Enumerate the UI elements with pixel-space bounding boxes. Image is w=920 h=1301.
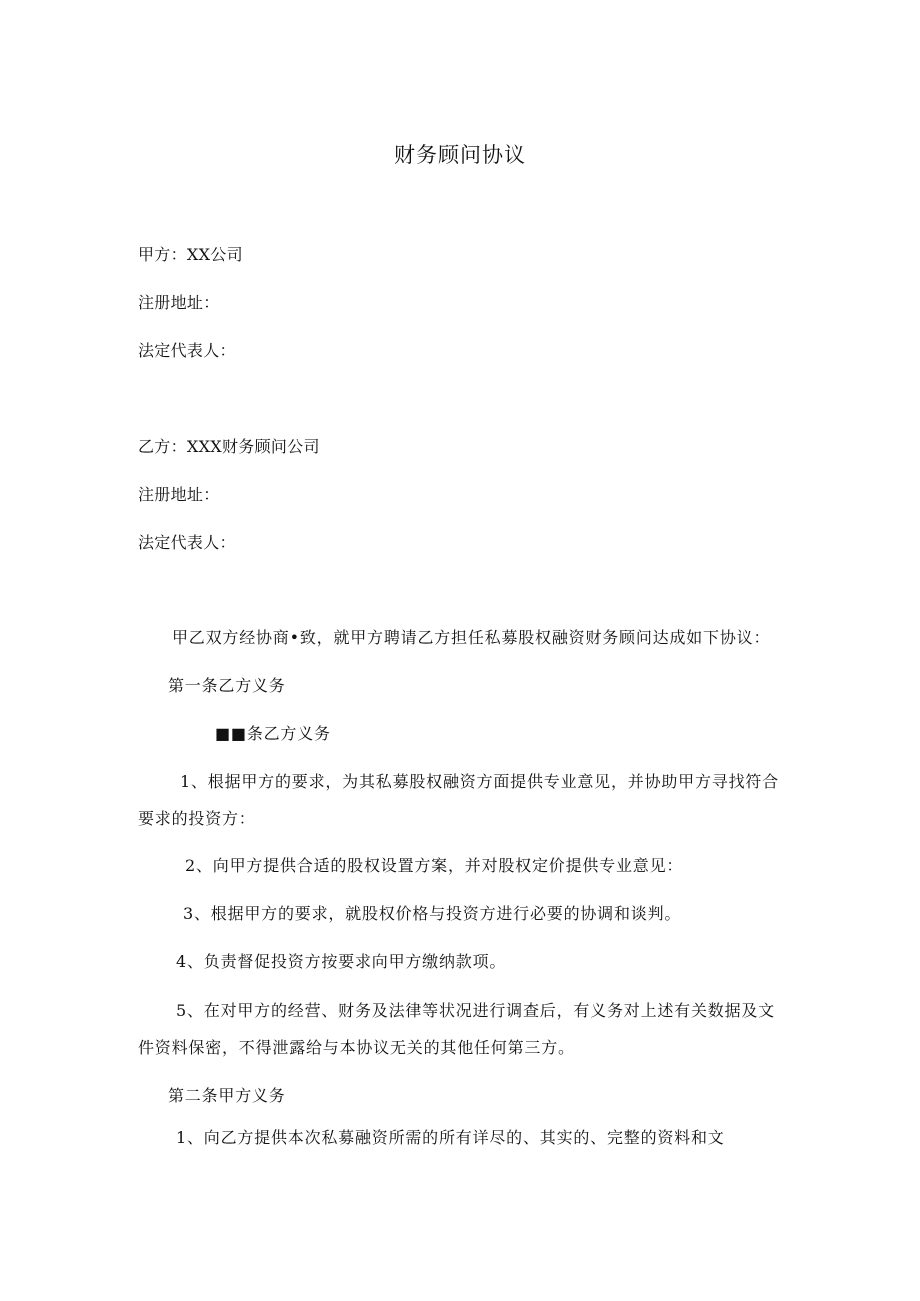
agreement-intro: 甲乙双方经协商•致，就甲方聘请乙方担任私募股权融资财务顾问达成如下协议： [172,628,771,647]
article-1-item-1-line-2: 要求的投资方： [138,809,256,828]
party-a-address: 注册地址： [138,293,220,312]
article-1-item-1-line-1: 1、根据甲方的要求，为其私募股权融资方面提供专业意见，并协助甲方寻找符合 [180,772,779,791]
party-a-name: 甲方：XX公司 [138,245,243,264]
article-1-item-5-line-1: 5、在对甲方的经营、财务及法律等状况进行调查后，有义务对上述有关数据及文 [176,1001,775,1020]
article-2-item-1: 1、向乙方提供本次私募融资所需的所有详尽的、其实的、完整的资料和文 [176,1128,725,1147]
article-1-subheading: ■■条乙方义务 [215,724,331,743]
party-a-representative: 法定代表人： [138,341,236,360]
party-b-name: 乙方：XXX财务顾问公司 [138,437,320,456]
article-1-item-5-line-2: 件资料保密，不得泄露给与本协议无关的其他任何第三方。 [138,1038,575,1057]
party-b-representative: 法定代表人： [138,533,236,552]
article-1-item-2: 2、向甲方提供合适的股权设置方案，并对股权定价提供专业意见： [185,856,684,875]
article-1-item-3: 3、根据甲方的要求，就股权价格与投资方进行必要的协调和谈判。 [183,904,682,923]
article-1-item-4: 4、负责督促投资方按要求向甲方缴纳款项。 [176,952,507,971]
document-title: 财务顾问协议 [394,143,526,167]
article-2-heading: 第二条甲方义务 [168,1086,286,1105]
article-1-heading: 第一条乙方义务 [168,676,286,695]
party-b-address: 注册地址： [138,485,220,504]
